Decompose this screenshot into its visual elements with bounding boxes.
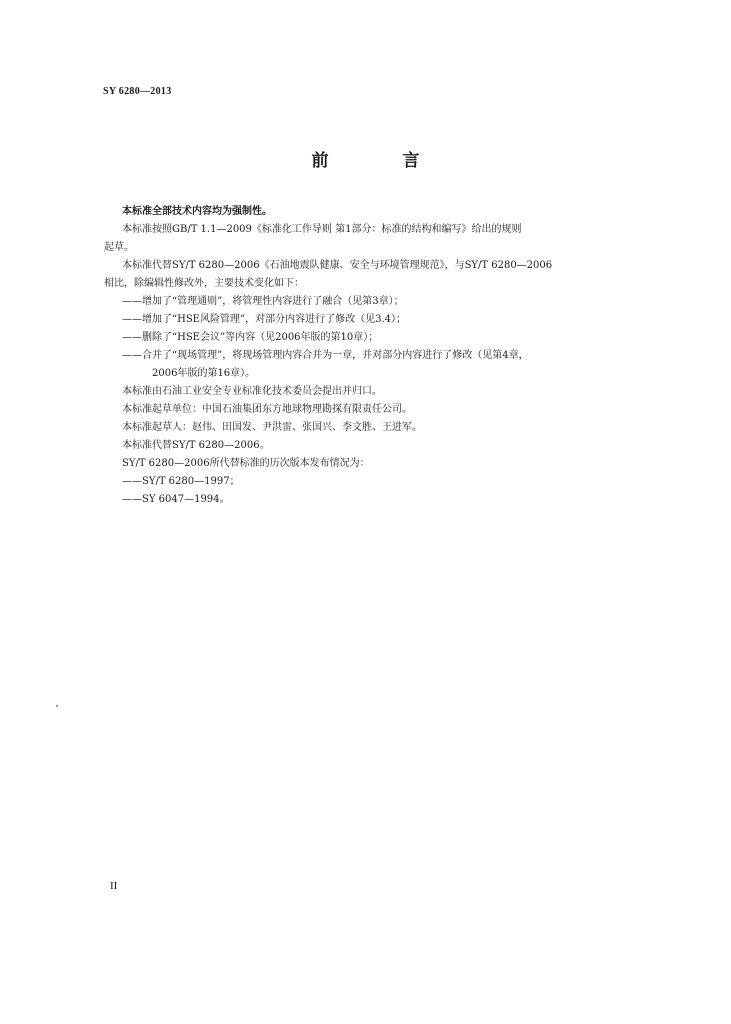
mandatory-statement: 本标准全部技术内容均为强制性。: [122, 206, 272, 217]
change-item: ——合并了“现场管理”，将现场管理内容合并为一章，并对部分内容进行了修改（见第4章，: [122, 350, 529, 361]
supersedes-line: 本标准代替SY/T 6280—2006。: [122, 440, 270, 451]
change-item: ——增加了“HSE风险管理”，对部分内容进行了修改（见3.4）；: [122, 314, 406, 325]
change-item-cont: 2006年版的第16章）。: [152, 368, 256, 379]
foreword-body: [104, 203, 634, 509]
drafters-line: 本标准起草人：赵伟、田国发、尹洪雷、张国兴、李文胜、王进军。: [122, 422, 422, 433]
document-code: SY 6280—2013: [103, 86, 172, 97]
scan-speck: [56, 705, 58, 707]
history-item: ——SY 6047—1994。: [122, 494, 230, 505]
replacement-line-cont: 相比，除编辑性修改外，主要技术变化如下：: [104, 278, 304, 289]
drafting-rule-line: 本标准按照GB/T 1.1—2009《标准化工作导则 第1部分：标准的结构和编写》给出的规则: [122, 224, 522, 235]
change-item: ——增加了“管理通则”，将管理性内容进行了融合（见第3章）；: [122, 296, 404, 307]
page-number: II: [110, 880, 118, 892]
history-line: SY/T 6280—2006所代替标准的历次版本发布情况为：: [122, 458, 370, 469]
drafting-rule-line-cont: 起草。: [104, 242, 134, 253]
page-title: 前 言: [311, 151, 454, 171]
drafting-unit-line: 本标准起草单位：中国石油集团东方地球物理勘探有限责任公司。: [122, 404, 412, 415]
history-item: ——SY/T 6280—1997；: [122, 476, 240, 487]
replacement-line: 本标准代替SY/T 6280—2006《石油地震队健康、安全与环境管理规范》，与SY/T 6280—2006: [122, 260, 553, 271]
change-item: ——删除了“HSE会议”等内容（见2006年版的第10章）；: [122, 332, 379, 343]
proposer-line: 本标准由石油工业安全专业标准化技术委员会提出并归口。: [122, 386, 382, 397]
